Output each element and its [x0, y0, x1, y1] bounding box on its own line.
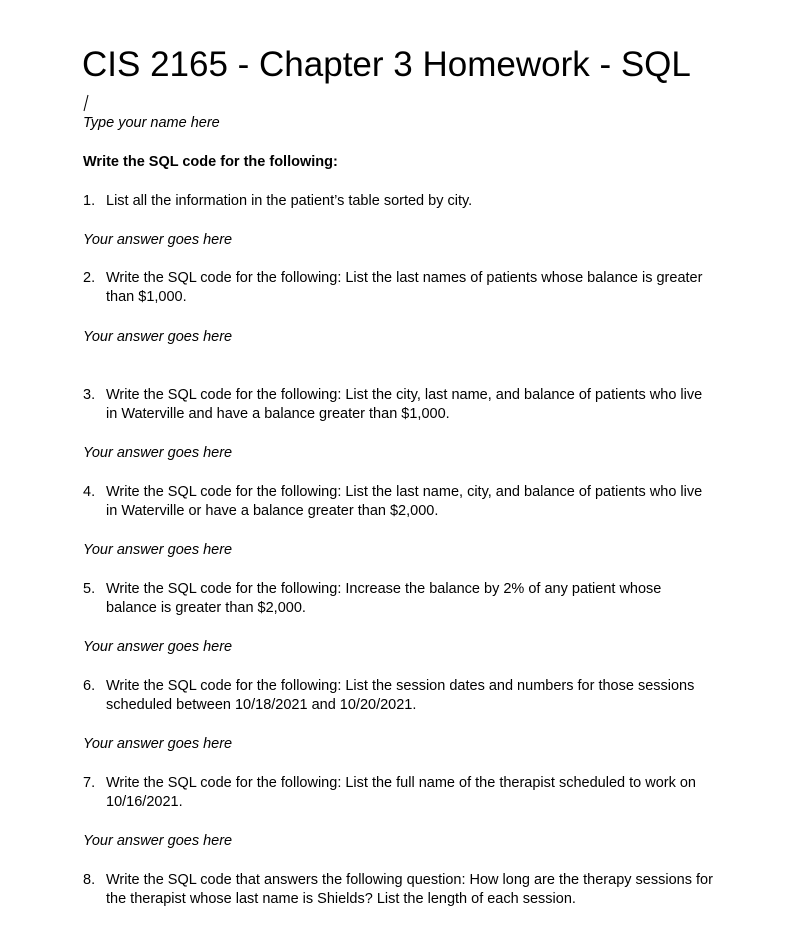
- question-6: [83, 677, 713, 715]
- question-8: [83, 871, 713, 909]
- question-number: 4.: [83, 484, 96, 500]
- question-number: 1.: [83, 193, 96, 209]
- question-text: List all the information in the patient’s table sorted by city.: [106, 193, 473, 209]
- instructions-heading: Write the SQL code for the following:: [83, 154, 338, 170]
- answer-field-7[interactable]: Your answer goes here: [83, 833, 233, 849]
- question-text: Write the SQL code for the following: List the city, last name, and balance of patients who live in Waterville and have a balance greater than $1,000.: [106, 387, 703, 422]
- question-number: 3.: [83, 387, 96, 403]
- question-text: Write the SQL code for the following: Increase the balance by 2% of any patient whose balance is greater than $2,000.: [106, 581, 662, 616]
- answer-field-5[interactable]: Your answer goes here: [83, 639, 233, 655]
- question-7: [83, 774, 713, 812]
- question-text: Write the SQL code for the following: List the last name, city, and balance of patients who live in Waterville or have a balance greater than $2,000.: [106, 484, 703, 519]
- question-3: [83, 386, 713, 424]
- student-name-field[interactable]: Type your name here: [83, 115, 220, 131]
- question-text: Write the SQL code for the following: List the last names of patients whose balance is greater than $1,000.: [106, 270, 703, 305]
- question-5: [83, 580, 713, 618]
- question-text: Write the SQL code that answers the following question: How long are the therapy sessions for the therapist whose last name is Shields? List the length of each session.: [106, 872, 713, 907]
- answer-field-2[interactable]: Your answer goes here: [83, 329, 233, 345]
- question-number: 2.: [83, 270, 96, 286]
- question-2: [83, 269, 713, 307]
- question-text: Write the SQL code for the following: List the session dates and numbers for those sessions scheduled between 10/18/2021 and 10/20/2021.: [106, 678, 695, 713]
- answer-field-1[interactable]: Your answer goes here: [83, 232, 233, 248]
- answer-field-3[interactable]: Your answer goes here: [83, 445, 233, 461]
- question-number: 5.: [83, 581, 96, 597]
- question-text: Write the SQL code for the following: List the full name of the therapist scheduled to work on 10/16/2021.: [106, 775, 696, 810]
- answer-field-4[interactable]: Your answer goes here: [83, 542, 233, 558]
- page-title: CIS 2165 - Chapter 3 Homework - SQL: [82, 45, 691, 84]
- answer-field-6[interactable]: Your answer goes here: [83, 736, 233, 752]
- text-cursor-icon: [82, 94, 90, 112]
- question-4: [83, 483, 713, 521]
- question-1: [83, 192, 713, 211]
- question-number: 6.: [83, 678, 96, 694]
- question-number: 8.: [83, 872, 96, 888]
- question-number: 7.: [83, 775, 96, 791]
